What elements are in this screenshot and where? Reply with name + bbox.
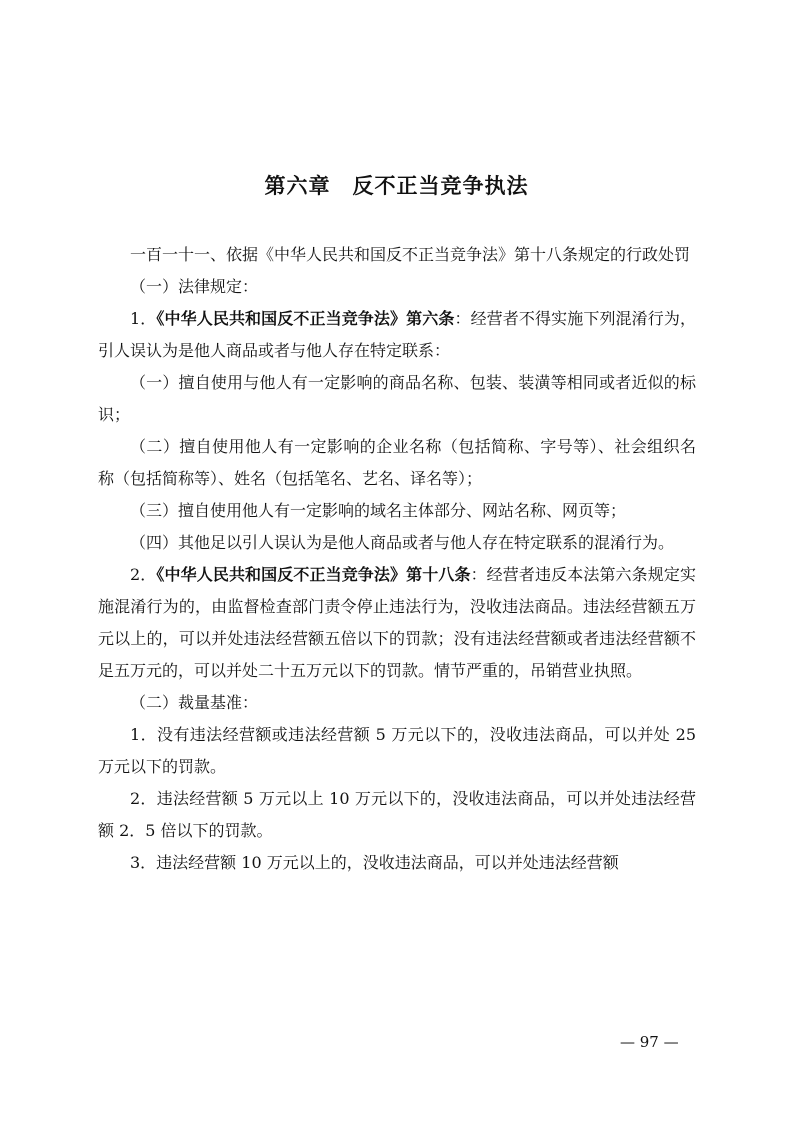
standard-item: 3．违法经营额 10 万元以上的，没收违法商品，可以并处违法经营额 bbox=[130, 853, 619, 872]
provision-paragraph bbox=[98, 303, 696, 367]
chapter-title: 第六章 反不正当竞争执法 bbox=[264, 174, 529, 198]
provision-law-reference: 《中华人民共和国反不正当竞争法》第六条 bbox=[156, 309, 455, 328]
provision-law-reference: 《中华人民共和国反不正当竞争法》第十八条 bbox=[156, 565, 471, 584]
provision-paragraph bbox=[98, 559, 696, 687]
provision-number: 2． bbox=[130, 565, 157, 584]
list-item: （一）擅自使用与他人有一定影响的商品名称、包装、装潢等相同或者近似的标识； bbox=[98, 373, 696, 424]
provision-text: ：经营者违反本法第六条规定实施混淆行为的，由监督检查部门责令停止违法行为，没收违法商品。违法经营额五万元以上的，可以并处违法经营额五倍以下的罚款；没有违法经营额或者违法经营额不足五万元的，可以并处二十五万元以下的罚款。情节严重的，吊销营业执照。 bbox=[98, 565, 696, 680]
document-body bbox=[98, 239, 696, 879]
list-item: （三）擅自使用他人有一定影响的域名主体部分、网站名称、网页等； bbox=[130, 501, 627, 520]
page-number: — 97 — bbox=[620, 1033, 679, 1051]
section-heading-discretion-standards: （二）裁量基准： bbox=[130, 693, 259, 712]
standard-item: 2．违法经营额 5 万元以上 10 万元以下的，没收违法商品，可以并处违法经营额 2．5 倍以下的罚款。 bbox=[98, 789, 696, 840]
list-item: （二）擅自使用他人有一定影响的企业名称（包括简称、字号等）、社会组织名称（包括简称等）、姓名（包括笔名、艺名、译名等）； bbox=[98, 437, 696, 488]
standard-item: 1．没有违法经营额或违法经营额 5 万元以下的，没收违法商品，可以并处 25 万元以下的罚款。 bbox=[98, 725, 696, 776]
article-heading: 一百一十一、依据《中华人民共和国反不正当竞争法》第十八条规定的行政处罚 bbox=[130, 245, 691, 264]
section-heading-legal-provisions: （一）法律规定： bbox=[130, 277, 259, 296]
provision-number: 1． bbox=[130, 309, 157, 328]
list-item: （四）其他足以引人误认为是他人商品或者与他人存在特定联系的混淆行为。 bbox=[130, 533, 675, 552]
provision-text: ：经营者不得实施下列混淆行为，引人误认为是他人商品或者与他人存在特定联系： bbox=[98, 309, 696, 360]
